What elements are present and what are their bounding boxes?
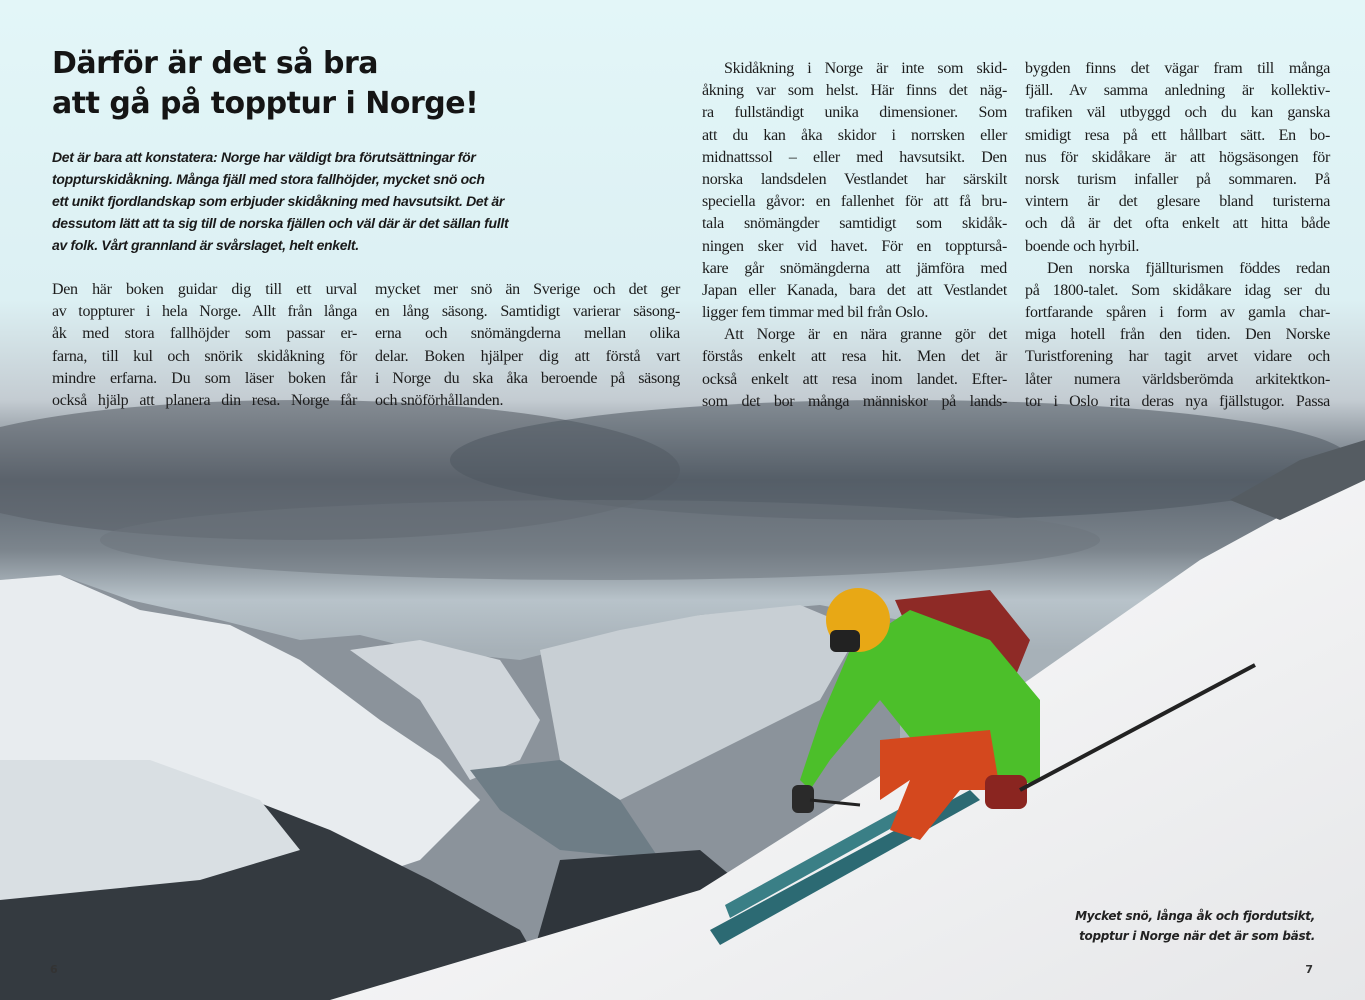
text-line: boende och hyrbil. [1025, 237, 1140, 255]
body-column-1 [52, 279, 357, 412]
text-line: som det bor många människor på lands- [702, 392, 1007, 410]
text-line: Skidåkning i Norge är inte som skid- [724, 60, 1007, 77]
text-line: åk med stora fallhöjder som passar er- [52, 325, 357, 343]
intro-line: Det är bara att konstatera: Norge har väldigt bra förutsättningar för [52, 149, 476, 165]
intro-line: ett unikt fjordlandskap som erbjuder skidåkning med havsutsikt. Det är [52, 193, 504, 209]
text-line: också enkelt att resa inom landet. Efter- [702, 370, 1007, 388]
intro-paragraph [52, 146, 692, 256]
text-line: Att Norge är en nära granne gör det [724, 326, 1007, 344]
text-line: miga hotell från den tiden. Den Norske [1025, 326, 1330, 344]
text-line: ligger fem timmar med bil från Oslo. [702, 304, 929, 322]
text-line: låter numera världsberömda arkitektkon- [1025, 370, 1330, 388]
text-line: mindre erfarna. Du som läser boken får [52, 369, 357, 387]
text-line: erna och snömängderna mellan olika [375, 325, 680, 343]
text-line: kare går snömängderna att jämföra med [702, 259, 1007, 277]
page-number-left: 6 [50, 963, 58, 976]
title-line: Därför är det så bra [52, 46, 378, 81]
text-line: en lång säsong. Samtidigt varierar säsong- [375, 303, 680, 321]
text-line: förstås enkelt att resa hit. Men det är [702, 348, 1007, 366]
title-line: att gå på topptur i Norge! [52, 86, 479, 121]
text-line: Den här boken guidar dig till ett urval [52, 281, 357, 298]
text-line: smidigt resa på ett hållbart sätt. En bo- [1025, 126, 1330, 144]
text-line: fortfarande spåren i form av gamla char- [1025, 304, 1330, 322]
body-column-2 [375, 279, 680, 412]
text-line: i Norge du ska åka beroende på säsong [375, 369, 680, 387]
text-line: och snöförhållanden. [375, 391, 504, 409]
text-line: farna, till kul och snörik skidåkning för [52, 347, 357, 365]
text-line: trafiken väl utbyggd och du kan ganska [1025, 104, 1330, 122]
caption-line: topptur i Norge när det är som bäst. [1079, 929, 1315, 943]
caption-line: Mycket snö, långa åk och fjordutsikt, [1075, 909, 1315, 923]
text-line: ningen sker vid havet. För en toppturså- [702, 237, 1007, 255]
text-line: speciella gåvor: en fallenhet för att få bru- [702, 193, 1007, 211]
body-column-4 [1025, 58, 1330, 413]
photo-caption [1075, 906, 1315, 946]
text-line: norska landsdelen Vestlandet har särskilt [702, 170, 1007, 188]
text-line: Turistforening har tagit arvet vidare och [1025, 348, 1330, 366]
text-line: nus för skidåkare är att högsäsongen för [1025, 148, 1330, 166]
text-line: tor i Oslo rita deras nya fjällstugor. Passa [1025, 392, 1330, 410]
page-title [52, 44, 478, 124]
text-line: av toppturer i hela Norge. Allt från långa [52, 303, 357, 321]
page-number-right: 7 [1305, 963, 1313, 976]
text-line: också hjälp att planera din resa. Norge får [52, 391, 357, 409]
text-line: Den norska fjällturismen föddes redan [1047, 259, 1330, 277]
text-line: midnattssol – eller med havsutsikt. Den [702, 148, 1007, 166]
intro-line: toppturskidåkning. Många fjäll med stora fallhöjder, mycket snö och [52, 171, 485, 187]
body-column-3 [702, 58, 1007, 413]
text-line: norsk turism infaller på sommaren. På [1025, 170, 1330, 188]
text-line: mycket mer snö än Sverige och det ger [375, 281, 680, 298]
text-line: vintern är det glesare bland turisterna [1025, 193, 1330, 211]
text-line: och då är det ofta enkelt att hitta både [1025, 215, 1330, 233]
intro-line: dessutom lätt att ta sig till de norska fjällen och väl där är det sällan fullt [52, 215, 509, 231]
intro-line: av folk. Vårt grannland är svårslaget, helt enkelt. [52, 237, 359, 253]
text-line: fjäll. Av samma anledning är kollektiv- [1025, 82, 1330, 100]
text-line: åkning var som helst. Här finns det näg- [702, 82, 1007, 100]
text-line: ra fullständigt unika dimensioner. Som [702, 104, 1007, 122]
text-line: bygden finns det vägar fram till många [1025, 60, 1330, 77]
text-line: tala snömängder samtidigt som skidåk- [702, 215, 1007, 233]
text-line: Japan eller Kanada, bara det att Vestlandet [702, 281, 1007, 299]
text-line: på 1800-talet. Som skidåkare idag ser du [1025, 281, 1330, 299]
text-line: delar. Boken hjälper dig att förstå vart [375, 347, 680, 365]
text-line: att du kan åka skidor i norrsken eller [702, 126, 1007, 144]
